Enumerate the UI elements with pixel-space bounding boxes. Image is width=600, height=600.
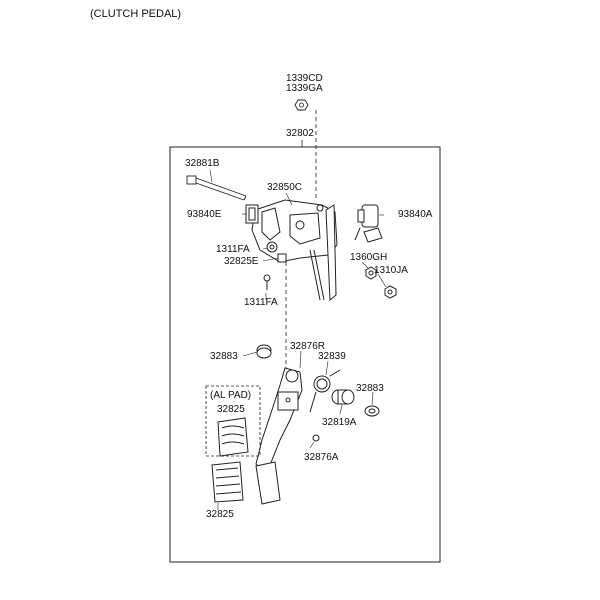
clip-93840E bbox=[246, 205, 258, 223]
label-1339GA: 1339GA bbox=[286, 83, 323, 94]
label-32802: 32802 bbox=[286, 128, 314, 139]
label-1311FA-lower: 1311FA bbox=[244, 297, 278, 308]
label-32876R: 32876R bbox=[290, 341, 326, 352]
bracket-32850C bbox=[252, 200, 337, 300]
label-32825-alpad: 32825 bbox=[217, 404, 245, 415]
label-al-pad: (AL PAD) bbox=[210, 390, 252, 401]
nut-1339 bbox=[295, 100, 308, 110]
bushing-32883-left bbox=[257, 345, 271, 358]
al-pad-32825 bbox=[218, 418, 248, 456]
label-93840A: 93840A bbox=[398, 209, 433, 220]
label-32850C: 32850C bbox=[267, 182, 303, 193]
label-32839: 32839 bbox=[318, 351, 346, 362]
diagram-title: (CLUTCH PEDAL) bbox=[90, 8, 182, 20]
bushing-32883-right bbox=[365, 406, 379, 416]
label-1311FA-upper: 1311FA bbox=[216, 244, 250, 255]
label-1339CD: 1339CD bbox=[286, 73, 323, 84]
label-1310JA: 1310JA bbox=[374, 265, 408, 276]
pedal-arm-32876R bbox=[256, 368, 302, 470]
label-32883-left: 32883 bbox=[210, 351, 238, 362]
label-32819A: 32819A bbox=[322, 417, 357, 428]
bolt-32881B bbox=[187, 176, 246, 200]
label-32883-right: 32883 bbox=[356, 383, 384, 394]
label-32825-pad: 32825 bbox=[206, 509, 234, 520]
bushing-32819A bbox=[332, 390, 354, 404]
label-93840E: 93840E bbox=[187, 209, 222, 220]
stopper-32825E bbox=[278, 254, 286, 262]
nut-1311FA-upper bbox=[267, 242, 277, 252]
pedal-plate bbox=[256, 462, 280, 504]
leader-32881B bbox=[210, 170, 212, 182]
switch-93840A bbox=[355, 205, 382, 242]
label-32876A: 32876A bbox=[304, 452, 339, 463]
pad-32825 bbox=[212, 462, 243, 502]
label-32825E: 32825E bbox=[224, 256, 259, 267]
nut-32876A bbox=[313, 435, 319, 441]
nut-1310JA bbox=[385, 286, 396, 298]
label-1360GH: 1360GH bbox=[350, 252, 388, 263]
bolt-1311FA-lower bbox=[264, 275, 270, 290]
label-32881B: 32881B bbox=[185, 158, 220, 169]
